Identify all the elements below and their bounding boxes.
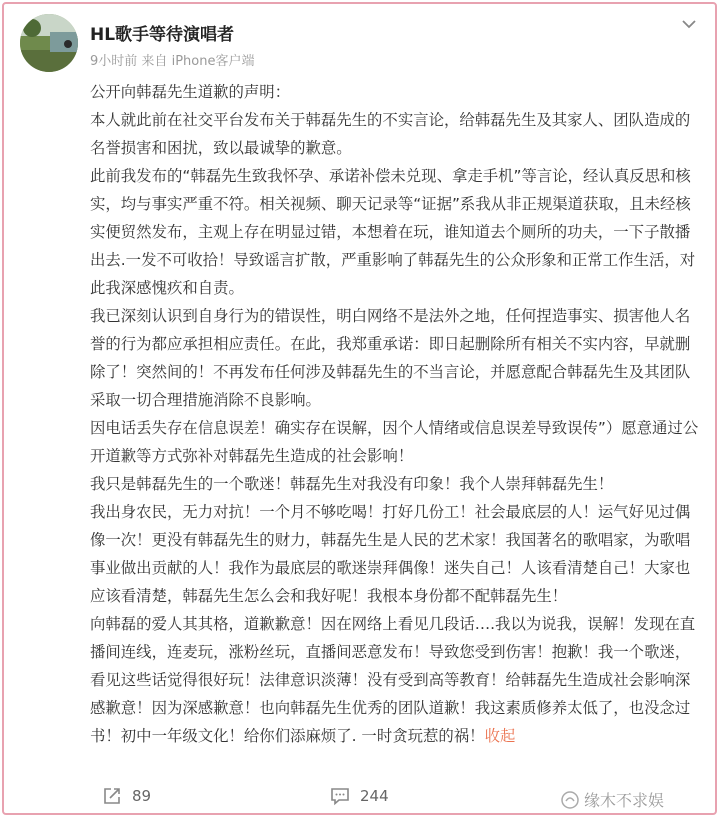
- watermark-logo-icon: [560, 790, 580, 810]
- content-paragraph: [90, 610, 702, 750]
- watermark-text: 缘木不求娱: [584, 791, 665, 810]
- watermark: [560, 788, 664, 811]
- repost-button[interactable]: [102, 786, 151, 806]
- avatar-image: [20, 14, 78, 72]
- content-paragraph: 我只是韩磊先生的一个歌迷！韩磊先生对我没有印象！我个人崇拜韩磊先生！: [90, 475, 614, 493]
- repost-icon: [102, 786, 122, 806]
- post-content: [90, 78, 702, 750]
- content-paragraph: 我已深刻认识到自身行为的错误性，明白网络不是法外之地，任何捏造事实、损害他人名誉的行为都应承担相应责任。在此，我郑重承诺：即日起删除所有相关不实内容，早就删除了！突然间的！不再发布任何涉及韩磊先生的不当言论，并愿意配合韩磊先生及其团队采取一切合理措施消除不良影响。: [90, 307, 691, 409]
- chevron-down-icon[interactable]: [678, 14, 700, 34]
- content-paragraph: 公开向韩磊先生道歉的声明：: [90, 83, 291, 101]
- comment-button[interactable]: [330, 786, 389, 806]
- content-paragraph: 因电话丢失存在信息误差！确实存在误解，因个人情绪或信息误差导致误传”）愿意通过公开道歉等方式弥补对韩磊先生造成的社会影响！: [90, 419, 699, 465]
- source-prefix: 来自: [141, 54, 168, 69]
- avatar[interactable]: [20, 14, 78, 72]
- content-paragraph: 我出身农民，无力对抗！一个月不够吃喝！打好几份工！社会最底层的人！运气好见过偶像一次！更没有韩磊先生的财力，韩磊先生是人民的艺术家！我国著名的歌唱家，为歌唱事业做出贡献的人！我作为最底层的歌迷崇拜偶像！迷失自己！人该看清楚自己！大家也应该看清楚，韩磊先生怎么会和我好呢！我根本身份都不配韩磊先生！: [90, 503, 691, 605]
- content-paragraph-text: 向韩磊的爱人其其格，道歉歉意！因在网络上看见几段话….我以为说我，误解！发现在直播间连线，连麦玩，涨粉丝玩，直播间恶意发布！导致您受到伤害！抱歉！我一个歌迷，看见这些话觉得很好玩！法律意识淡薄！没有受到高等教育！给韩磊先生造成社会影响深感歉意！因为深感歉意！也向韩磊先生优秀的团队道歉！我这素质修养太低了，也没念过书！初中一年级文化！给你们添麻烦了. 一时贪玩惹的祸！: [90, 615, 696, 745]
- post-source[interactable]: iPhone客户端: [171, 54, 255, 69]
- post-meta: [90, 50, 254, 69]
- comment-icon: [330, 786, 350, 806]
- content-paragraph: 本人就此前在社交平台发布关于韩磊先生的不实言论，给韩磊先生及其家人、团队造成的名誉损害和困扰，致以最诚挚的歉意。: [90, 111, 691, 157]
- post-footer: [4, 782, 715, 814]
- post-header: [20, 14, 700, 74]
- username[interactable]: HL歌手等待演唱者: [90, 25, 235, 45]
- comment-count: 244: [360, 787, 389, 805]
- repost-count: 89: [132, 787, 152, 805]
- weibo-post-card: [2, 2, 717, 815]
- collapse-link[interactable]: 收起: [484, 727, 516, 745]
- post-time: 9小时前: [90, 54, 138, 69]
- content-paragraph: 此前我发布的“韩磊先生致我怀孕、承诺补偿未兑现、拿走手机”等言论，经认真反思和核实，均与事实严重不符。相关视频、聊天记录等“证据”系我从非正规渠道获取，且未经核实便贸然发布，主观上存在明显过错，本想着在玩，谁知道去个厕所的功夫，一下子散播出去.一发不可收拾！导致谣言扩散，严重影响了韩磊先生的公众形象和正常工作生活，对此我深感愧疚和自责。: [90, 167, 696, 297]
